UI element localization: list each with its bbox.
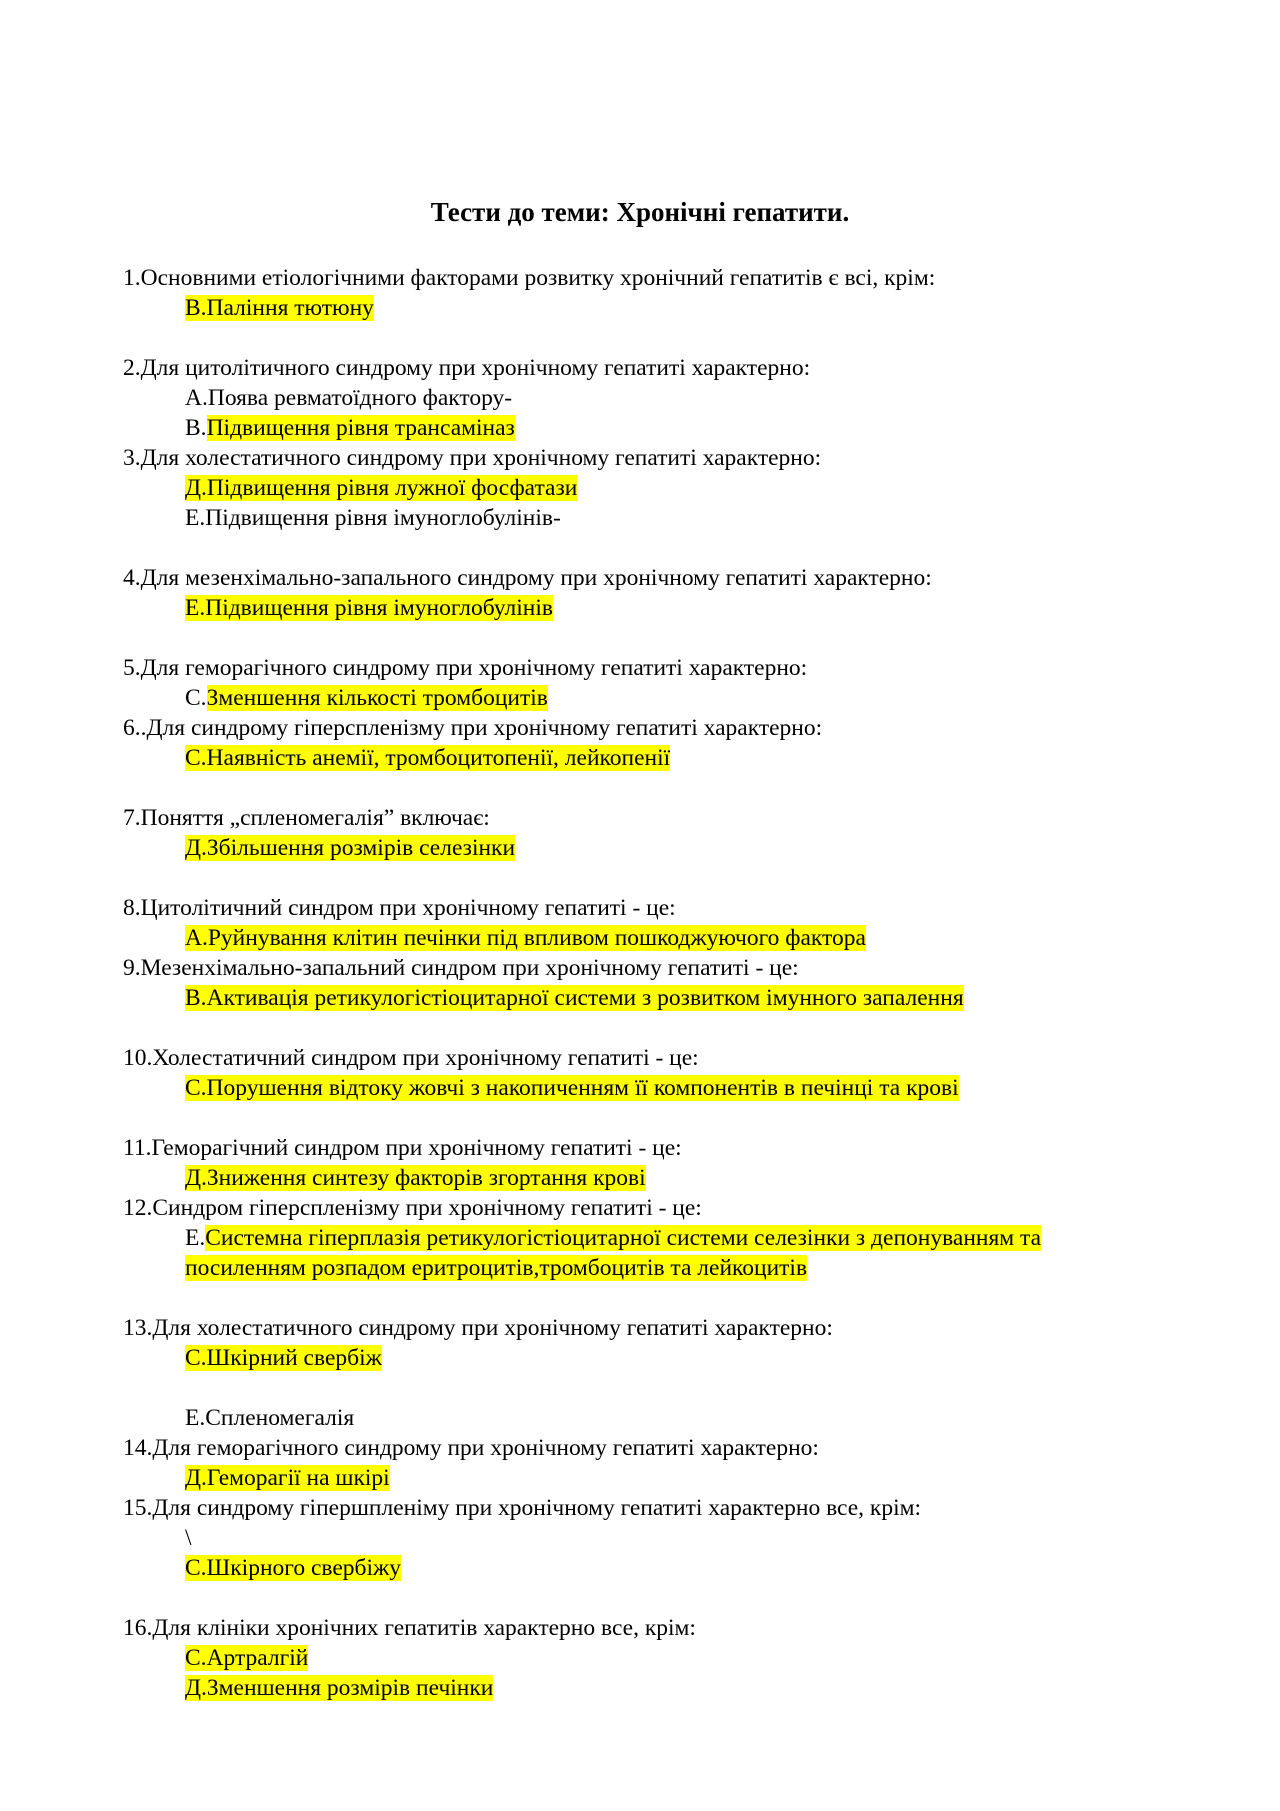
- question-14: 14.Для геморагічного синдрому при хронічному гепатиті характерно:: [123, 1435, 819, 1461]
- highlighted-answer: посиленням розпадом еритроцитів,тромбоцитів та лейкоцитів: [185, 1255, 808, 1281]
- question-4: 4.Для мезенхімально-запального синдрому при хронічному гепатиті характерно:: [123, 565, 932, 591]
- highlighted-answer: Д.Збільшення розмірів селезінки: [185, 835, 516, 861]
- highlighted-answer: А.Руйнування клітин печінки під впливом пошкоджуючого фактора: [185, 925, 866, 951]
- option-13e: Е.Спленомегалія: [185, 1405, 355, 1431]
- answer-11: [123, 1163, 1163, 1193]
- answer-prefix: Е.: [185, 1225, 206, 1251]
- highlighted-answer: В.Паління тютюну: [185, 295, 374, 321]
- answer-8: [123, 923, 1163, 953]
- highlighted-answer: Підвищення рівня трансаміназ: [206, 415, 515, 441]
- answer-12-line-1: [123, 1223, 1163, 1253]
- answer-15: [123, 1553, 1163, 1583]
- option-3e: Е.Підвищення рівня імуноглобулінів-: [185, 505, 561, 531]
- answer-13: [123, 1343, 1163, 1373]
- highlighted-answer: Д.Геморагії на шкірі: [185, 1465, 390, 1491]
- highlighted-answer: С.Шкірного свербіжу: [185, 1555, 401, 1581]
- answer-5: [123, 683, 1163, 713]
- test-content: [123, 263, 1163, 1703]
- question-8: 8.Цитолітичний синдром при хронічному гепатиті - це:: [123, 895, 676, 921]
- answer-1: [123, 293, 1163, 323]
- highlighted-answer: С.Порушення відтоку жовчі з накопиченням її компонентів в печінці та крові: [185, 1075, 959, 1101]
- answer-prefix: С.: [185, 685, 207, 711]
- option-2a: А.Поява ревматоїдного фактору-: [185, 385, 513, 411]
- highlighted-answer: Д.Підвищення рівня лужної фосфатази: [185, 475, 578, 501]
- stray-mark: \: [185, 1525, 192, 1551]
- highlighted-answer: Д.Зниження синтезу факторів згортання крові: [185, 1165, 646, 1191]
- highlighted-answer: Системна гіперплазія ретикулогістіоцитарної системи селезінки з депонуванням та: [205, 1225, 1042, 1251]
- question-11: 11.Геморагічний синдром при хронічному гепатиті - це:: [123, 1135, 682, 1161]
- answer-12-line-2: [123, 1253, 1163, 1283]
- question-2: 2.Для цитолітичного синдрому при хронічному гепатиті характерно:: [123, 355, 811, 381]
- answer-16-2: [123, 1673, 1163, 1703]
- highlighted-answer: Д.Зменшення розмірів печінки: [185, 1675, 494, 1701]
- question-5: 5.Для геморагічного синдрому при хронічному гепатиті характерно:: [123, 655, 808, 681]
- answer-4: [123, 593, 1163, 623]
- highlighted-answer: Е.Підвищення рівня імуноглобулінів: [185, 595, 553, 621]
- answer-6: [123, 743, 1163, 773]
- question-6: 6..Для синдрому гіперспленізму при хронічному гепатиті характерно:: [123, 715, 823, 741]
- question-13: 13.Для холестатичного синдрому при хронічному гепатиті характерно:: [123, 1315, 833, 1341]
- question-15: 15.Для синдрому гіпершпленіму при хронічному гепатиті характерно все, крім:: [123, 1495, 922, 1521]
- answer-7: [123, 833, 1163, 863]
- answer-2: [123, 413, 1163, 443]
- highlighted-answer: В.Активація ретикулогістіоцитарної системи з розвитком імунного запалення: [185, 985, 964, 1011]
- highlighted-answer: Зменшення кількості тромбоцитів: [206, 685, 548, 711]
- question-3: 3.Для холестатичного синдрому при хронічному гепатиті характерно:: [123, 445, 822, 471]
- answer-9: [123, 983, 1163, 1013]
- answer-14: [123, 1463, 1163, 1493]
- question-10: 10.Холестатичний синдром при хронічному гепатиті - це:: [123, 1045, 699, 1071]
- question-1: 1.Основними етіологічними факторами розвитку хронічний гепатитів є всі, крім:: [123, 265, 936, 291]
- answer-10: [123, 1073, 1163, 1103]
- highlighted-answer: С.Артралгій: [185, 1645, 309, 1671]
- question-16: 16.Для клініки хронічних гепатитів характерно все, крім:: [123, 1615, 696, 1641]
- page-title: Тести до теми: Хронічні гепатити.: [430, 197, 850, 227]
- question-12: 12.Синдром гіперспленізму при хронічному гепатиті - це:: [123, 1195, 702, 1221]
- answer-3: [123, 473, 1163, 503]
- highlighted-answer: С.Наявність анемії, тромбоцитопенії, лейкопенії: [185, 745, 671, 771]
- question-7: 7.Поняття „спленомегалія” включає:: [123, 805, 490, 831]
- answer-16-1: [123, 1643, 1163, 1673]
- highlighted-answer: С.Шкірний свербіж: [185, 1345, 382, 1371]
- question-9: 9.Мезенхімально-запальний синдром при хронічному гепатиті - це:: [123, 955, 799, 981]
- answer-prefix: В.: [185, 415, 207, 441]
